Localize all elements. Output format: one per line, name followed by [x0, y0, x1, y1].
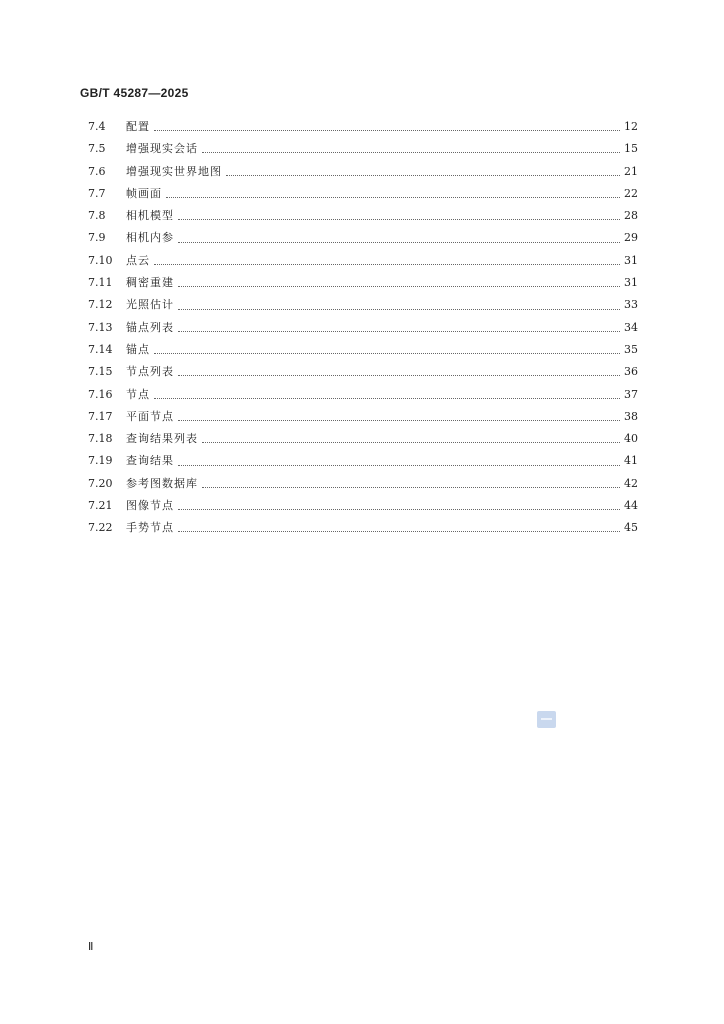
toc-entry[interactable] [88, 406, 638, 428]
toc-dot-leader [202, 143, 620, 153]
toc-entry[interactable] [88, 384, 638, 406]
toc-entry-number: 7.19 [88, 454, 113, 468]
toc-entry-title: 锚点 [126, 342, 150, 356]
toc-dot-leader [202, 433, 620, 443]
toc-entry-number: 7.21 [88, 499, 113, 513]
toc-entry[interactable] [88, 339, 638, 361]
toc-entry[interactable] [88, 361, 638, 383]
toc-dot-leader [178, 500, 620, 510]
toc-entry-page: 33 [624, 298, 638, 312]
toc-entry[interactable] [88, 183, 638, 205]
toc-entry-title: 图像节点 [126, 499, 174, 513]
toc-dot-leader [226, 166, 620, 176]
toc-entry[interactable] [88, 250, 638, 272]
toc-entry-page: 37 [624, 387, 638, 401]
toc-dot-leader [178, 300, 620, 310]
toc-entry[interactable] [88, 428, 638, 450]
toc-entry[interactable] [88, 294, 638, 316]
toc-entry-title: 增强现实世界地图 [126, 164, 222, 178]
toc-entry[interactable] [88, 227, 638, 249]
toc-dot-leader [178, 522, 620, 532]
toc-entry-number: 7.6 [88, 164, 106, 178]
page-number: Ⅱ [88, 941, 94, 953]
toc-entry-title: 相机内参 [126, 231, 174, 245]
toc-dot-leader [178, 277, 620, 287]
toc-entry-title: 点云 [126, 253, 150, 267]
toc-entry-title: 平面节点 [126, 409, 174, 423]
toc-entry-page: 41 [624, 454, 638, 468]
toc-entry-title: 查询结果 [126, 454, 174, 468]
toc-entry-page: 40 [624, 432, 638, 446]
toc-entry-number: 7.7 [88, 186, 106, 200]
watermark-stamp-icon [537, 711, 556, 728]
toc-entry-title: 查询结果列表 [126, 432, 198, 446]
toc-entry-number: 7.14 [88, 342, 113, 356]
table-of-contents [88, 116, 638, 540]
toc-entry[interactable] [88, 272, 638, 294]
toc-dot-leader [154, 255, 620, 265]
toc-entry-number: 7.10 [88, 253, 113, 267]
toc-entry-page: 44 [624, 499, 638, 513]
toc-entry-title: 参考图数据库 [126, 476, 198, 490]
toc-entry-number: 7.12 [88, 298, 113, 312]
toc-entry[interactable] [88, 517, 638, 539]
toc-entry-page: 38 [624, 409, 638, 423]
toc-entry[interactable] [88, 116, 638, 138]
toc-entry-number: 7.8 [88, 209, 106, 223]
toc-dot-leader [178, 456, 620, 466]
toc-entry-number: 7.11 [88, 276, 113, 290]
toc-entry-page: 45 [624, 521, 638, 535]
toc-dot-leader [178, 210, 620, 220]
toc-dot-leader [178, 411, 620, 421]
toc-entry-page: 31 [624, 253, 638, 267]
toc-dot-leader [166, 188, 620, 198]
toc-entry-title: 增强现实会话 [126, 142, 198, 156]
toc-entry-page: 35 [624, 342, 638, 356]
toc-entry-page: 12 [624, 120, 638, 133]
toc-dot-leader [154, 389, 620, 399]
toc-entry-number: 7.9 [88, 231, 106, 245]
toc-entry-page: 42 [624, 476, 638, 490]
toc-entry-page: 36 [624, 365, 638, 379]
toc-entry-title: 相机模型 [126, 209, 174, 223]
toc-entry-page: 28 [624, 209, 638, 223]
toc-entry-title: 节点 [126, 387, 150, 401]
toc-dot-leader [202, 478, 620, 488]
toc-entry-title: 光照估计 [126, 298, 174, 312]
toc-entry-title: 节点列表 [126, 365, 174, 379]
toc-dot-leader [154, 121, 620, 131]
toc-entry-title: 帧画面 [126, 186, 162, 200]
toc-entry-number: 7.22 [88, 521, 113, 535]
toc-entry-page: 15 [624, 142, 638, 156]
toc-entry-page: 31 [624, 276, 638, 290]
toc-entry-number: 7.17 [88, 409, 113, 423]
toc-entry-page: 34 [624, 320, 638, 334]
toc-entry[interactable] [88, 138, 638, 160]
toc-entry-page: 21 [624, 164, 638, 178]
toc-entry[interactable] [88, 450, 638, 472]
toc-entry[interactable] [88, 473, 638, 495]
toc-dot-leader [178, 322, 620, 332]
toc-entry-title: 锚点列表 [126, 320, 174, 334]
toc-dot-leader [154, 344, 620, 354]
toc-entry-number: 7.4 [88, 120, 106, 133]
toc-entry-title: 手势节点 [126, 521, 174, 535]
toc-entry-number: 7.15 [88, 365, 113, 379]
toc-entry[interactable] [88, 317, 638, 339]
toc-entry-number: 7.20 [88, 476, 113, 490]
toc-entry[interactable] [88, 205, 638, 227]
toc-entry[interactable] [88, 161, 638, 183]
toc-entry-page: 29 [624, 231, 638, 245]
toc-entry-number: 7.18 [88, 432, 113, 446]
toc-entry[interactable] [88, 495, 638, 517]
toc-dot-leader [178, 233, 620, 243]
toc-dot-leader [178, 366, 620, 376]
toc-entry-number: 7.16 [88, 387, 113, 401]
document-code: GB/T 45287—2025 [80, 86, 189, 100]
toc-entry-number: 7.5 [88, 142, 106, 156]
toc-entry-page: 22 [624, 186, 638, 200]
toc-entry-title: 稠密重建 [126, 276, 174, 290]
toc-entry-number: 7.13 [88, 320, 113, 334]
toc-entry-title: 配置 [126, 120, 150, 133]
